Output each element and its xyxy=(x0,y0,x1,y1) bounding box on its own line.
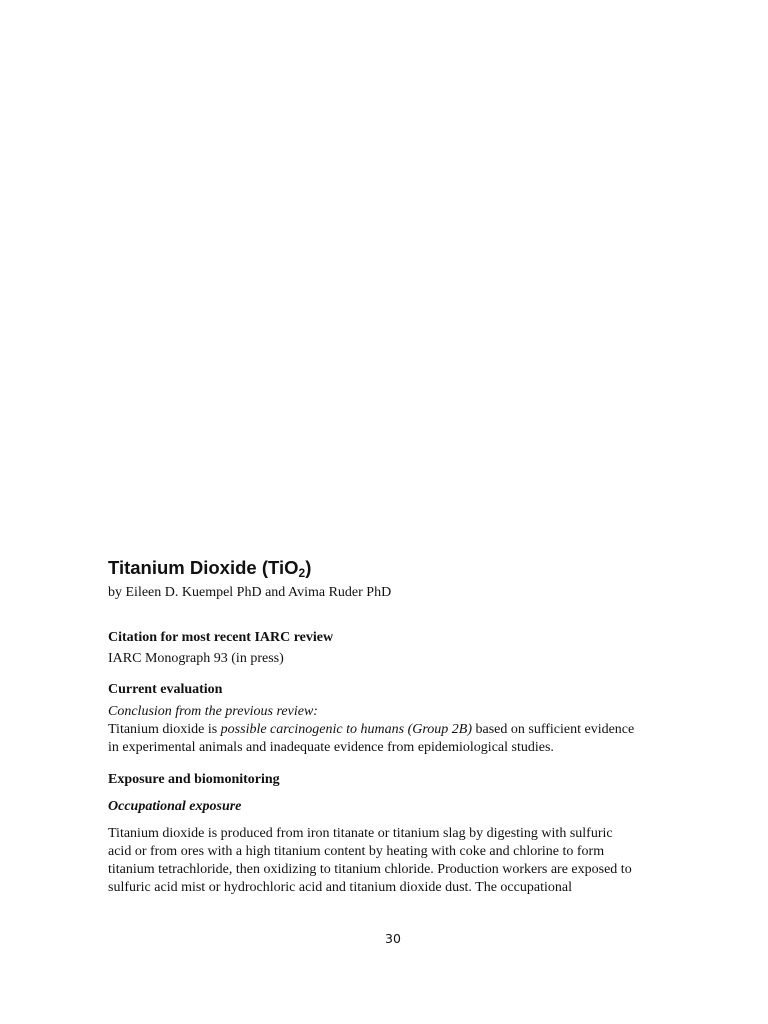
document-title xyxy=(108,556,688,580)
exposure-line: Titanium dioxide is produced from iron titanate or titanium slag by digesting with sulfuric xyxy=(108,826,613,841)
evaluation-text-line2: in experimental animals and inadequate evidence from epidemiological studies. xyxy=(108,740,554,755)
exposure-heading: Exposure and biomonitoring xyxy=(108,772,280,787)
exposure-line: sulfuric acid mist or hydrochloric acid and titanium dioxide dust. The occupational xyxy=(108,880,572,895)
evaluation-text-after: based on sufficient evidence xyxy=(472,722,635,737)
evaluation-heading: Current evaluation xyxy=(108,682,223,697)
evaluation-text-italic: possible carcinogenic to humans (Group 2B) xyxy=(220,722,472,737)
evaluation-text-before: Titanium dioxide is xyxy=(108,722,221,737)
document-content xyxy=(108,556,688,897)
exposure-line: titanium tetrachloride, then oxidizing to titanium chloride. Production workers are exposed to xyxy=(108,862,632,877)
exposure-line: acid or from ores with a high titanium content by heating with coke and chlorine to form xyxy=(108,844,605,859)
page-number: 30 xyxy=(385,931,401,946)
evaluation-subheading: Conclusion from the previous review: xyxy=(108,704,318,719)
title-main: Titanium Dioxide (TiO xyxy=(108,557,299,578)
title-end: ) xyxy=(305,557,312,578)
citation-heading: Citation for most recent IARC review xyxy=(108,630,334,645)
exposure-paragraph xyxy=(108,825,688,897)
author-byline: by Eileen D. Kuempel PhD and Avima Ruder PhD xyxy=(108,585,392,600)
evaluation-text xyxy=(108,721,688,757)
occupational-exposure-heading: Occupational exposure xyxy=(108,799,242,814)
title-subscript: 2 xyxy=(298,566,306,580)
citation-text: IARC Monograph 93 (in press) xyxy=(108,651,284,666)
